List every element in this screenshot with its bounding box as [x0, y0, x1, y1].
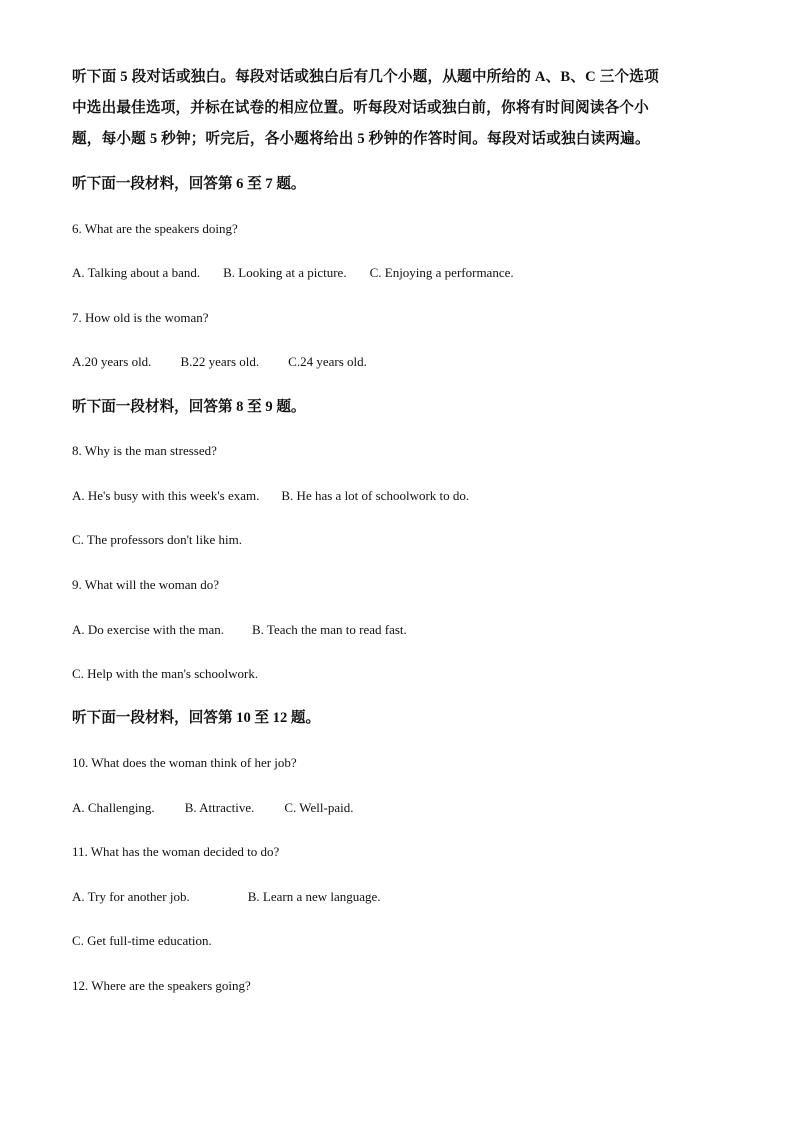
option-b: B. He has a lot of schoolwork to do. [281, 488, 470, 503]
question-8-option-c: C. The professors don't like him. [72, 532, 243, 547]
section-heading: 听下面一段材料，回答第 6 至 7 题。 [72, 176, 306, 192]
question-6-stem: 6. What are the speakers doing? [72, 221, 238, 236]
option-a: A. Talking about a band. [72, 265, 201, 280]
question-8-options [72, 488, 469, 504]
question-11-option-c: C. Get full-time education. [72, 933, 212, 948]
question-7-stem: 7. How old is the woman? [72, 310, 209, 325]
question-7-options [72, 354, 367, 370]
option-a: A. Try for another job. [72, 889, 190, 904]
section-heading: 听下面一段材料，回答第 8 至 9 题。 [72, 399, 306, 415]
option-b: B. Looking at a picture. [223, 265, 347, 280]
question-11-options [72, 889, 381, 905]
option-a: A.20 years old. [72, 354, 152, 369]
option-c: C. Well-paid. [284, 800, 354, 815]
question-8-stem: 8. Why is the man stressed? [72, 443, 217, 458]
instructions-line-1: 听下面 5 段对话或独白。每段对话或独白后有几个小题，从题中所给的 A、B、C 三个选项 [72, 69, 659, 85]
option-a: A. Challenging. [72, 800, 155, 815]
option-b: B. Attractive. [184, 800, 255, 815]
instructions-line-3: 题，每小题 5 秒钟；听完后，各小题将给出 5 秒钟的作答时间。每段对话或独白读两遍。 [72, 131, 650, 147]
question-9-option-c: C. Help with the man's schoolwork. [72, 666, 259, 681]
question-10-stem: 10. What does the woman think of her job? [72, 755, 297, 770]
option-b: B. Teach the man to read fast. [251, 622, 407, 637]
option-b: B. Learn a new language. [247, 889, 381, 904]
question-9-stem: 9. What will the woman do? [72, 577, 220, 592]
option-a: A. He's busy with this week's exam. [72, 488, 260, 503]
instructions-line-2: 中选出最佳选项，并标在试卷的相应位置。听每段对话或独白前，你将有时间阅读各个小 [72, 100, 649, 116]
question-12-stem: 12. Where are the speakers going? [72, 978, 251, 993]
option-a: A. Do exercise with the man. [72, 622, 224, 637]
option-c: C.24 years old. [288, 354, 367, 369]
question-9-options [72, 622, 407, 638]
question-6-options [72, 265, 514, 281]
option-b: B.22 years old. [180, 354, 260, 369]
option-c: C. Enjoying a performance. [369, 265, 514, 280]
question-10-options [72, 800, 354, 816]
question-11-stem: 11. What has the woman decided to do? [72, 844, 280, 859]
section-heading: 听下面一段材料，回答第 10 至 12 题。 [72, 710, 321, 726]
